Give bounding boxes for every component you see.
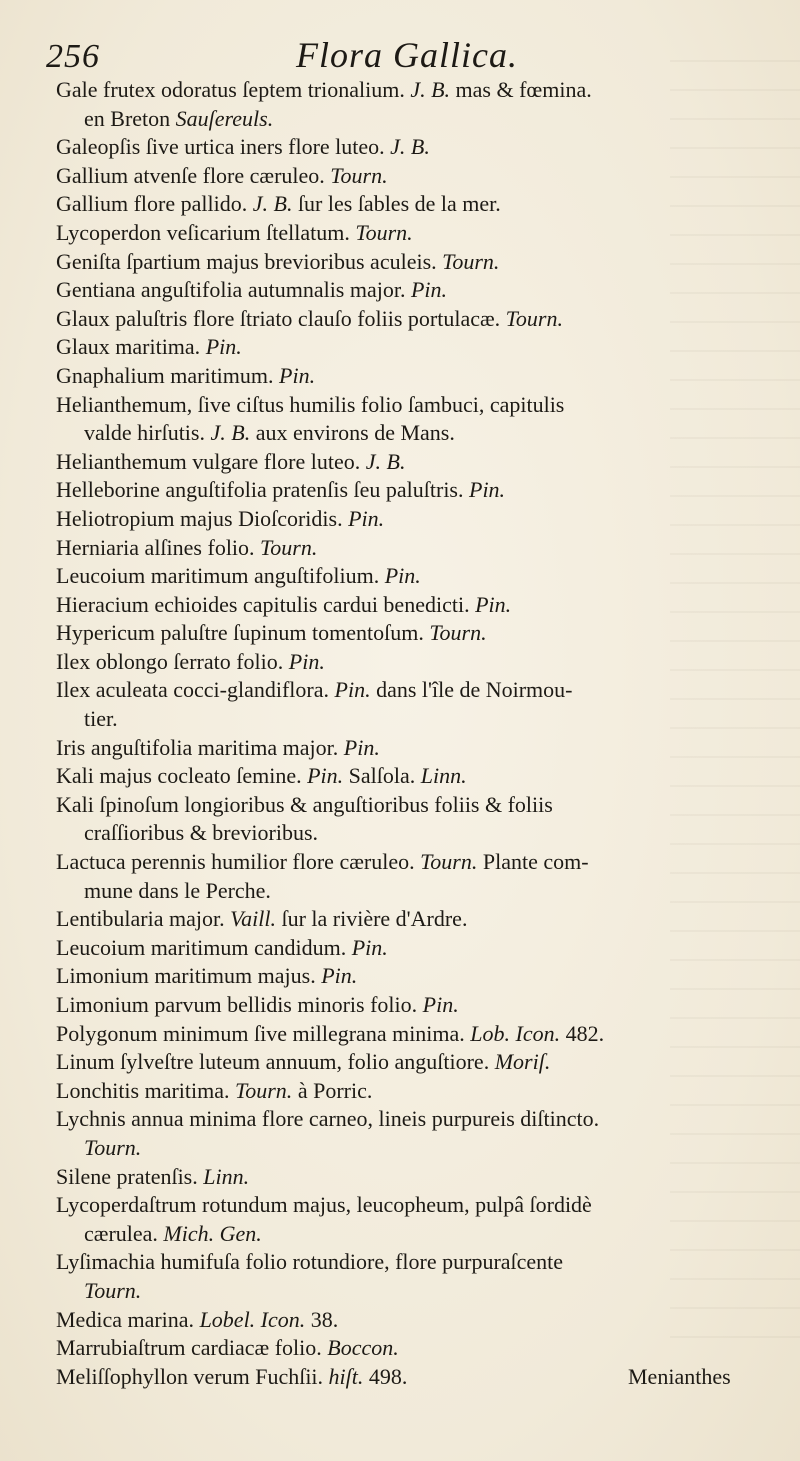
plant-entry-line: [56, 505, 776, 534]
entry-text: Glaux maritima.: [56, 334, 206, 360]
plant-entry-line: [56, 562, 776, 591]
entry-continuation-line: [56, 1277, 776, 1306]
entry-continuation-line: [56, 105, 776, 134]
citation-text: J. B.: [365, 448, 406, 474]
citation-text: Pin.: [288, 648, 325, 674]
entry-text: mune dans le Perche.: [84, 877, 271, 903]
entry-text: Herniaria alſines folio.: [56, 534, 261, 560]
plant-entry-line: [56, 1077, 776, 1106]
entry-text: en Breton: [84, 105, 176, 131]
citation-text: Linn.: [203, 1163, 250, 1189]
entry-text: Leucoium maritimum anguſtifolium.: [56, 563, 385, 589]
citation-text: Pin.: [321, 963, 358, 989]
citation-text: Pin.: [410, 277, 448, 303]
entry-text: craſſioribus & brevioribus.: [84, 820, 319, 846]
plant-entry-line: [56, 1191, 776, 1220]
citation-text: J. B.: [210, 420, 251, 446]
citation-text: Vaill.: [230, 906, 276, 932]
entry-text: Gentiana anguſtifolia autumnalis major.: [56, 277, 411, 303]
citation-text: Pin.: [205, 334, 242, 360]
plant-entry-line: [56, 962, 776, 991]
plant-entry-line: [56, 448, 776, 477]
entry-text: Helleborine anguſtifolia pratenſis ſeu paluſtris.: [56, 477, 469, 503]
entry-text: Linum ſylveſtre luteum annuum, folio anguſtiore.: [56, 1049, 495, 1075]
entry-text: 498.: [363, 1363, 408, 1389]
plant-entry-line: [56, 133, 776, 162]
entry-text: cærulea.: [84, 1220, 164, 1246]
plant-entry-line: [56, 276, 776, 305]
entry-text: Ilex aculeata cocci-glandiflora.: [56, 677, 335, 703]
citation-text: J. B.: [390, 134, 430, 160]
entry-text: Kali majus cocleato ſemine.: [56, 763, 308, 789]
plant-entry-line: [56, 905, 776, 934]
plant-entry-line: [56, 1020, 776, 1049]
citation-text: hiſt.: [328, 1363, 364, 1389]
entry-text: Silene pratenſis.: [56, 1163, 204, 1189]
entry-text: Polygonum minimum ſive millegrana minima.: [56, 1020, 471, 1046]
entry-text: Meliſſophyllon verum Fuchſii.: [56, 1363, 329, 1389]
entry-text: Kali ſpinoſum longioribus & anguſtioribus foliis & foliis: [56, 791, 553, 817]
citation-text: Lobel. Icon.: [199, 1306, 306, 1332]
plant-entry-line: [56, 391, 776, 420]
citation-text: J. B.: [252, 191, 293, 217]
entry-text: Gale frutex odoratus ſeptem trionalium.: [56, 77, 411, 102]
plant-entry-line: [56, 305, 776, 334]
citation-text: Pin.: [334, 677, 371, 703]
citation-text: Pin.: [469, 477, 506, 503]
entry-text: Gallium flore pallido.: [56, 191, 253, 217]
plant-entry-line: [56, 734, 776, 763]
entry-text: Limonium maritimum majus.: [56, 963, 322, 989]
entry-text: Helianthemum vulgare flore luteo.: [56, 448, 366, 474]
page-header: [46, 30, 766, 80]
citation-text: Pin.: [384, 563, 421, 589]
entry-text: dans l'île de Noirmou-: [370, 677, 573, 703]
entry-text: Gnaphalium maritimum.: [56, 362, 280, 388]
entry-text: Glaux paluſtris flore ſtriato clauſo foliis portulacæ.: [56, 305, 506, 331]
entry-text: mas & fœmina.: [450, 77, 592, 102]
entry-text: valde hirſutis.: [84, 420, 211, 446]
plant-entry-line: [56, 648, 776, 677]
entry-text: Leucoium maritimum candidum.: [56, 934, 352, 960]
plant-entry-line: [56, 1163, 776, 1192]
citation-text: J. B.: [410, 77, 451, 102]
citation-text: Tourn.: [84, 1134, 142, 1160]
entry-text: Plante com-: [477, 849, 589, 875]
plant-entry-line: [56, 476, 776, 505]
citation-text: Tourn.: [235, 1077, 293, 1103]
plant-entry-line: [56, 791, 776, 820]
citation-text: Pin.: [475, 591, 512, 617]
citation-text: Lob. Icon.: [470, 1020, 561, 1046]
citation-text: Pin.: [343, 734, 380, 760]
entry-text: Salſola.: [343, 763, 421, 789]
citation-text: Tourn.: [330, 162, 388, 188]
page-number: 256: [46, 38, 100, 75]
entry-text: Geniſta ſpartium majus brevioribus aculeis.: [56, 248, 443, 274]
entry-text: Hieracium echioides capitulis cardui benedicti.: [56, 591, 476, 617]
entry-continuation-line: [56, 1220, 776, 1249]
entry-text: Marrubiaſtrum cardiacæ folio.: [56, 1335, 328, 1361]
plant-entry-line: [56, 362, 776, 391]
citation-text: Sauſereuls.: [175, 105, 274, 131]
running-head: Flora Gallica.: [296, 35, 518, 75]
plant-entry-line: [56, 934, 776, 963]
entry-text: Limonium parvum bellidis minoris folio.: [56, 992, 423, 1017]
entry-continuation-line: [56, 1134, 776, 1163]
entry-continuation-line: [56, 419, 776, 448]
entry-text: ſur la rivière d'Ardre.: [275, 906, 468, 932]
entry-text: Lycoperdon veſicarium ſtellatum.: [56, 219, 356, 245]
entry-continuation-line: [56, 819, 776, 848]
entry-text: Lychnis annua minima flore carneo, lineis purpureis diſtincto.: [56, 1106, 600, 1132]
citation-text: Moriſ.: [494, 1049, 551, 1075]
entry-continuation-line: [56, 877, 776, 906]
plant-entry-line: [56, 991, 776, 1020]
citation-text: Tourn.: [84, 1277, 142, 1303]
citation-text: Linn.: [420, 763, 467, 789]
plant-entry-line: [56, 1334, 776, 1363]
entry-text: aux environs de Mans.: [250, 420, 455, 446]
plant-entry-line: [56, 1306, 776, 1335]
citation-text: Tourn.: [260, 534, 318, 560]
plant-entry-line: [56, 676, 776, 705]
plant-entry-line: [56, 762, 776, 791]
entry-text: Hypericum paluſtre ſupinum tomentoſum.: [56, 620, 430, 646]
entry-continuation-line: [56, 705, 776, 734]
plant-entry-line: [56, 534, 776, 563]
plant-entry-line: [56, 162, 776, 191]
plant-list: [56, 76, 776, 1391]
entry-text: Medica marina.: [56, 1306, 200, 1332]
plant-entry-line: [56, 1105, 776, 1134]
entry-text: à Porric.: [292, 1077, 373, 1103]
entry-text: Gallium atvenſe flore cæruleo.: [56, 162, 331, 188]
plant-entry-line: [56, 1248, 776, 1277]
catchword: Menianthes: [628, 1364, 731, 1389]
entry-text: tier.: [84, 706, 118, 732]
citation-text: Pin.: [422, 992, 459, 1017]
plant-entry-line: [56, 848, 776, 877]
entry-text: 482.: [560, 1020, 605, 1046]
entry-text: 38.: [305, 1306, 339, 1332]
citation-text: Pin.: [348, 505, 385, 531]
plant-entry-line: [56, 190, 776, 219]
plant-entry-line: [56, 219, 776, 248]
citation-text: Pin.: [279, 362, 316, 388]
entry-text: Helianthemum, ſive ciſtus humilis folio ſambuci, capitulis: [56, 391, 565, 417]
entry-text: ſur les ſables de la mer.: [292, 191, 501, 217]
entry-text: Lyſimachia humifuſa folio rotundiore, flore purpuraſcente: [56, 1249, 564, 1275]
entry-text: Ilex oblongo ſerrato folio.: [56, 648, 289, 674]
plant-entry-line: [56, 76, 776, 105]
entry-text: Heliotropium majus Dioſcoridis.: [56, 505, 349, 531]
plant-entry-line: [56, 619, 776, 648]
plant-entry-line: [56, 248, 776, 277]
citation-text: Mich. Gen.: [163, 1220, 262, 1246]
plant-entry-line: [56, 333, 776, 362]
citation-text: Pin.: [351, 934, 388, 960]
entry-text: Lycoperdaſtrum rotundum majus, leucopheum, pulpâ ſordidè: [56, 1192, 592, 1218]
citation-text: Tourn.: [355, 219, 413, 245]
entry-text: Lactuca perennis humilior flore cæruleo.: [56, 849, 421, 875]
plant-entry-line: [56, 591, 776, 620]
entry-text: Lonchitis maritima.: [56, 1077, 236, 1103]
plant-entry-line: [56, 1048, 776, 1077]
citation-text: Boccon.: [327, 1335, 399, 1361]
citation-text: Tourn.: [442, 248, 500, 274]
citation-text: Tourn.: [505, 305, 563, 331]
entry-text: Galeopſis ſive urtica iners flore luteo.: [56, 134, 391, 160]
citation-text: Pin.: [307, 763, 344, 789]
citation-text: Tourn.: [429, 620, 487, 646]
citation-text: Tourn.: [420, 849, 478, 875]
entry-text: Lentibularia major.: [56, 906, 231, 932]
entry-text: Iris anguſtifolia maritima major.: [56, 734, 344, 760]
